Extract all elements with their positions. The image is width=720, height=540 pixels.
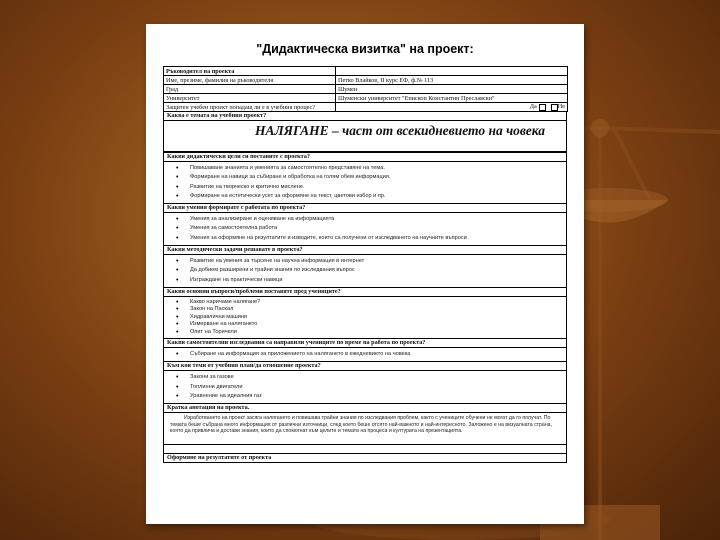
annotation-heading: Кратка анотация на проекта. [163, 403, 567, 413]
list-item: • Уравнение на идеалния газ [164, 392, 566, 401]
list-item: • Опит на Торичели [164, 329, 566, 336]
section-heading: Към кои теми от учебния план/да отношение проекта? [163, 361, 567, 371]
yes-checkbox[interactable] [539, 104, 546, 111]
annotation-text: Изработването на проект засяга налягането и повишава трайни знания по изследвания проблем, както с учениците обучени не могат да го получат. По темата беше събрана много информация от различни източници, след което беше отсято най-важното и най-интересното. Заложено е на визуалната страна, която да привлича и достави знания, които да спомогнат към целите и темата на процеса и културата на презентацията. [163, 413, 567, 445]
list-item: • Умения за самостоятелна работа [164, 224, 566, 233]
no-checkbox[interactable] [551, 104, 558, 111]
document-page [146, 24, 584, 524]
choice-no-label: Не [557, 103, 565, 111]
topic-question: Каква е темата на учебния проект? [163, 112, 567, 121]
list-item: • Повишаване знанията и уменията за самостоятелно представяне на тема. [164, 164, 566, 173]
table-row [164, 94, 568, 103]
list-item: • Развитие на умения за търсене на научна информация в интернет [164, 257, 566, 266]
list-item: • Измерване на налягането [164, 321, 566, 328]
table-row [164, 85, 568, 94]
project-topic: НАЛЯГАНЕ – част от всекидневието на човека [254, 123, 546, 138]
section-list [163, 162, 567, 203]
info-value [336, 67, 568, 76]
table-row [164, 67, 568, 76]
info-value: Шумен [336, 85, 568, 94]
list-item: • Формиране на навици за събиране и обработка на голям обем информация. [164, 173, 566, 182]
list-item: • Формиране на естетически усет за оформяне на текст, цветови избор и пр. [164, 192, 566, 201]
list-item: • Какво наричаме налягане? [164, 299, 566, 306]
document-title: "Дидактическа визитка" на проект: [256, 42, 474, 56]
list-item: • Изграждане на практически навици [164, 276, 566, 285]
section-list [163, 255, 567, 287]
list-item: • Умения за анализиране и оценяване на информацията [164, 215, 566, 224]
info-label: Ръководител на проекта [164, 67, 336, 76]
list-item: • Събиране на информация за приложението на налягането в ежедневието на човека [164, 350, 566, 359]
info-label: Университет [164, 94, 336, 103]
table-row [164, 76, 568, 85]
section-list [163, 213, 567, 245]
list-item: • Хидравлични машини [164, 314, 566, 321]
section-heading: Какви методически задачи решавате в проекта? [163, 245, 567, 255]
choice-question: Защитен учебен проект попадащ ли е в учебния процес? [164, 103, 336, 112]
list-item: • Умения за оформяне на резултатите и изводите, които са получени от изследването на научните въпроси [164, 234, 566, 243]
section-heading: Какви самостоятелни изследвания са направили учениците по време на работа по проекта? [163, 338, 567, 348]
choice-options [336, 103, 568, 112]
table-row [164, 103, 568, 112]
list-item: • Развитие на творческо и критично мислене. [164, 183, 566, 192]
info-label: Град [164, 85, 336, 94]
choice-yes-label: Да [529, 103, 537, 111]
list-item: • Топлинни двигатели [164, 383, 566, 392]
project-card [163, 66, 567, 463]
section-heading: Какви дидактически цели си поставите с проекта? [163, 152, 567, 162]
results-heading: Оформяне на резултатите от проекта [163, 453, 567, 463]
topic-box [163, 121, 567, 152]
list-item: • Закон на Паскал [164, 306, 566, 313]
info-table [163, 66, 568, 112]
info-label: Име, презиме, фамилия на ръководителя [164, 76, 336, 85]
section-heading: Какви основни въпроси/проблеми поставяте пред учениците? [163, 287, 567, 297]
list-item: • Закони за газове [164, 373, 566, 382]
info-value: Шуменски университет "Епископ Константин Преславски" [336, 94, 568, 103]
list-item: • Да добием разширени и трайни знания по изследвания въпрос [164, 266, 566, 275]
info-value: Петко Влайков, II курс ЕФ, ф.№ 113 [336, 76, 568, 85]
section-heading: Какви умения формирате с работата по проекта? [163, 203, 567, 213]
section-list [163, 371, 567, 403]
section-list [163, 297, 567, 338]
section-list [163, 348, 567, 361]
